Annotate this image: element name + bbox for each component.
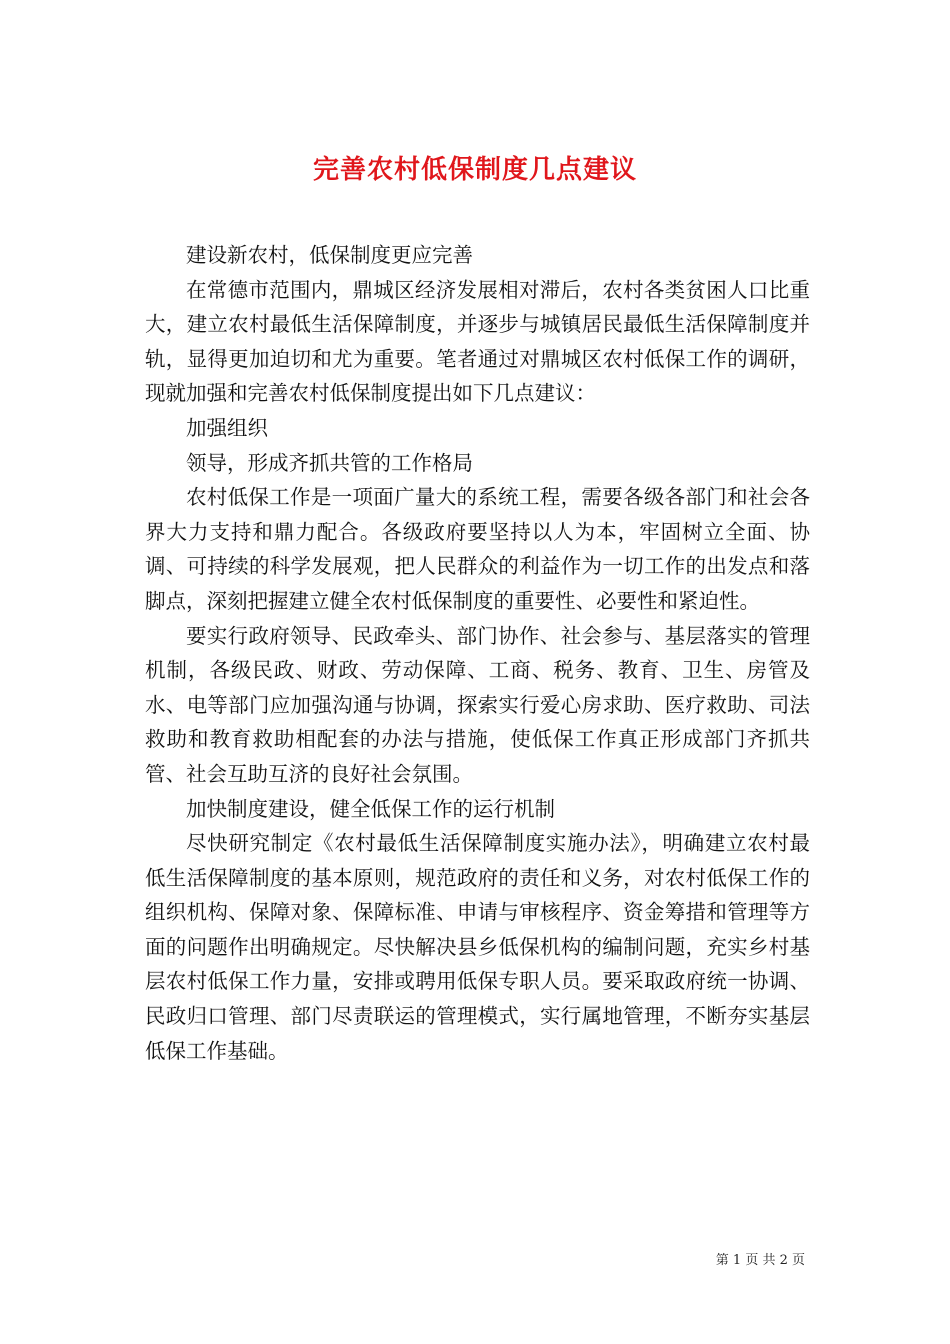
section-heading: 加强组织 [186,415,268,440]
page-title: 完善农村低保制度几点建议 [312,155,637,186]
section-heading: 建设新农村，低保制度更应完善 [186,243,473,267]
paragraph: 尽快研究制定《农村最低生活保障制度实施办法》，明确建立农村最低生活保障制度的基本原则，规范政府的责任和义务，对农村低保工作的组织机构、保障对象、保障标准、申请与审核程序、资金筹措和管理等方面的问题作出明确规定。尽快解决县乡低保机构的编制问题，充实乡村基层农村低保工作力量，安排或聘用低保专职人员。要采取政府统一协调、民政归口管理、部门尽责联运的管理模式，实行属地管理，不断夯实基层低保工作基础。 [145,831,810,1063]
paragraph: 要实行政府领导、民政牵头、部门协作、社会参与、基层落实的管理机制，各级民政、财政、劳动保障、工商、税务、教育、卫生、房管及水、电等部门应加强沟通与协调，探索实行爱心房求助、医疗救助、司法救助和教育救助相配套的办法与措施，使低保工作真正形成部门齐抓共管、社会互助互济的良好社会氛围。 [145,623,810,786]
section-heading: 领导，形成齐抓共管的工作格局 [186,450,473,475]
paragraph: 在常德市范围内，鼎城区经济发展相对滞后，农村各类贫困人口比重大，建立农村最低生活保障制度，并逐步与城镇居民最低生活保障制度并轨，显得更加迫切和尤为重要。笔者通过对鼎城区农村低保工作的调研，现就加强和完善农村低保制度提出如下几点建议： [145,277,810,406]
section-heading: 加快制度建设，健全低保工作的运行机制 [186,796,555,821]
document-body [145,238,810,1068]
paragraph: 农村低保工作是一项面广量大的系统工程，需要各级各部门和社会各界大力支持和鼎力配合。各级政府要坚持以人为本，牢固树立全面、协调、可持续的科学发展观，把人民群众的利益作为一切工作的出发点和落脚点，深刻把握建立健全农村低保制度的重要性、必要性和紧迫性。 [145,485,810,613]
page-number: 第 1 页 共 2 页 [715,1253,805,1268]
